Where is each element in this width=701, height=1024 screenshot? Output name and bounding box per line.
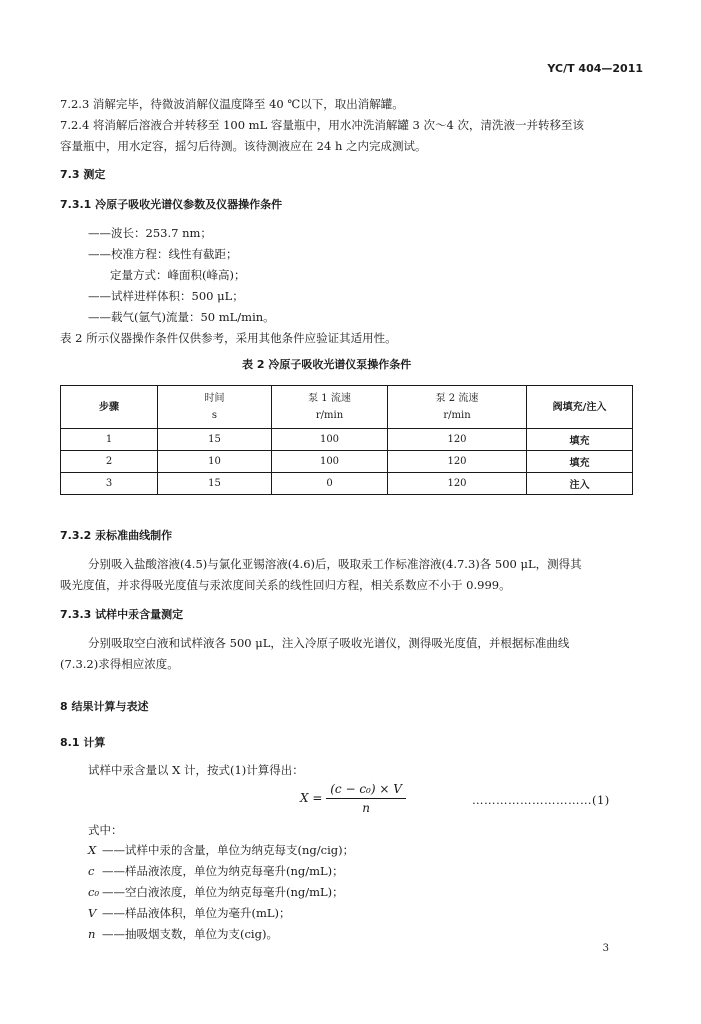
table-row <box>61 429 633 451</box>
variable-description: ——样品液体积，单位为毫升(mL)； <box>102 906 291 920</box>
condition-calibration: ——校准方程：线性有截距； <box>88 247 238 261</box>
table-title: 表 2 冷原子吸收光谱仪泵操作条件 <box>242 358 412 371</box>
variable-symbol: n <box>88 927 96 941</box>
cell-pump1: 0 <box>272 473 388 495</box>
calculation-intro: 试样中汞含量以 X 计，按式(1)计算得出： <box>88 763 304 777</box>
heading-7-3-2: 7.3.2 汞标准曲线制作 <box>60 529 173 542</box>
where-label: 式中： <box>88 823 123 837</box>
table-row <box>61 473 633 495</box>
heading-8-1: 8.1 计算 <box>60 736 106 749</box>
variable-definition <box>88 905 291 921</box>
page-number: 3 <box>602 943 609 954</box>
clause-7-2-4-line2: 容量瓶中，用水定容，摇匀后待测。该待测液应在 24 h 之内完成测试。 <box>60 139 427 153</box>
para-7-3-2-line1: 分别吸入盐酸溶液(4.5)与氯化亚锡溶液(4.6)后，吸取汞工作标准溶液(4.7.3)各 500 μL，测得其 <box>88 557 582 571</box>
standard-id: YC/T 404—2011 <box>547 62 643 75</box>
heading-8: 8 结果计算与表述 <box>60 700 149 713</box>
formula-fraction <box>326 782 406 815</box>
header-pump2-label: 泵 2 流速 <box>435 393 479 404</box>
cell-time: 15 <box>158 473 272 495</box>
condition-carrier-gas: ——载气(氩气)流量：50 mL/min。 <box>88 310 275 324</box>
header-pump2 <box>388 386 527 429</box>
condition-quantification: 定量方式：峰面积(峰高)； <box>110 268 246 282</box>
pump-conditions-table <box>60 385 633 495</box>
variable-definition <box>88 863 344 879</box>
variable-definition <box>88 926 278 942</box>
cell-valve: 填充 <box>527 451 633 473</box>
variable-description: ——试样中汞的含量，单位为纳克每支(ng/cig)； <box>102 843 355 857</box>
formula-denominator: n <box>362 801 370 815</box>
cell-valve: 注入 <box>527 473 633 495</box>
cell-pump1: 100 <box>272 429 388 451</box>
table-note: 表 2 所示仪器操作条件仅供参考，采用其他条件应验证其适用性。 <box>60 331 397 345</box>
cell-step: 1 <box>61 429 158 451</box>
cell-step: 2 <box>61 451 158 473</box>
heading-7-3-1: 7.3.1 冷原子吸收光谱仪参数及仪器操作条件 <box>60 198 283 211</box>
cell-pump2: 120 <box>388 473 527 495</box>
variable-symbol: V <box>88 906 97 920</box>
header-step: 步骤 <box>61 386 158 429</box>
variable-definition <box>88 884 344 900</box>
clause-7-2-4-line1: 7.2.4 将消解后溶液合并转移至 100 mL 容量瓶中，用水冲洗消解罐 3 次～4 次，清洗液一并转移至该 <box>60 118 584 132</box>
cell-pump1: 100 <box>272 451 388 473</box>
header-pump1 <box>272 386 388 429</box>
cell-time: 10 <box>158 451 272 473</box>
formula-reference: …………………………(1) <box>472 793 610 807</box>
heading-7-3-3: 7.3.3 试样中汞含量测定 <box>60 608 184 621</box>
table-row <box>61 451 633 473</box>
para-7-3-3-line1: 分别吸取空白液和试样液各 500 μL，注入冷原子吸收光谱仪，测得吸光度值，并根据标准曲线 <box>88 636 570 650</box>
cell-pump2: 120 <box>388 451 527 473</box>
formula-numerator: (c − c₀) × V <box>326 782 406 799</box>
variable-description: ——样品液浓度，单位为纳克每毫升(ng/mL)； <box>102 864 344 878</box>
header-pump1-unit: r/min <box>315 410 344 421</box>
header-valve: 阀填充/注入 <box>527 386 633 429</box>
condition-sample-volume: ——试样进样体积：500 μL； <box>88 289 244 303</box>
table-header-row <box>61 386 633 429</box>
variable-description: ——空白液浓度，单位为纳克每毫升(ng/mL)； <box>102 885 344 899</box>
clause-7-2-3: 7.2.3 消解完毕，待微波消解仪温度降至 40 ℃以下，取出消解罐。 <box>60 97 404 111</box>
formula-lhs: X = <box>300 791 323 805</box>
condition-wavelength: ——波长：253.7 nm； <box>88 226 212 240</box>
header-time <box>158 386 272 429</box>
variable-symbol: X <box>88 843 97 857</box>
header-time-unit: s <box>211 410 218 421</box>
cell-pump2: 120 <box>388 429 527 451</box>
cell-valve: 填充 <box>527 429 633 451</box>
header-time-label: 时间 <box>204 393 225 404</box>
header-pump1-label: 泵 1 流速 <box>308 393 351 404</box>
para-7-3-3-line2: (7.3.2)求得相应浓度。 <box>60 657 179 671</box>
variable-symbol: c <box>88 864 95 878</box>
cell-time: 15 <box>158 429 272 451</box>
variable-definition <box>88 842 354 858</box>
para-7-3-2-line2: 吸光度值，并求得吸光度值与汞浓度间关系的线性回归方程，相关系数应不小于 0.999。 <box>60 578 511 592</box>
heading-7-3: 7.3 测定 <box>60 168 106 181</box>
variable-description: ——抽吸烟支数，单位为支(cig)。 <box>102 927 278 941</box>
variable-symbol: c₀ <box>88 885 100 899</box>
cell-step: 3 <box>61 473 158 495</box>
header-pump2-unit: r/min <box>443 410 471 421</box>
formula-1 <box>300 782 406 815</box>
